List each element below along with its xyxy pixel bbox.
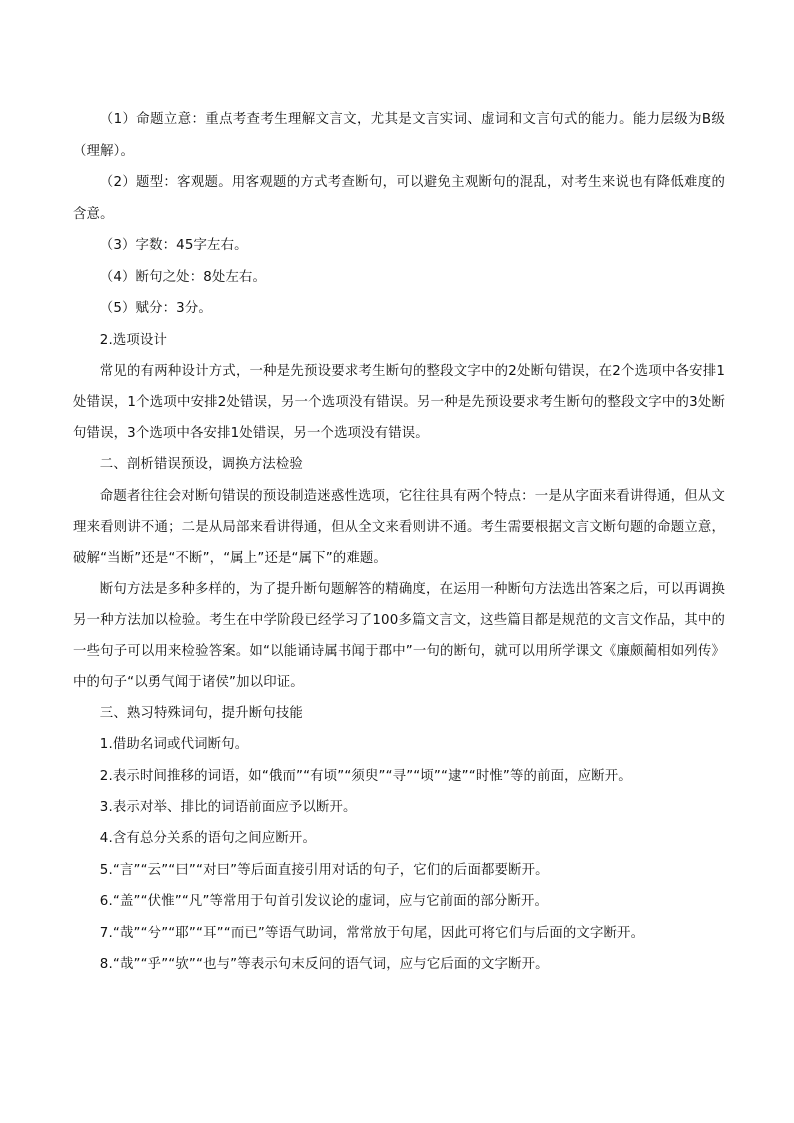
- paragraph-word-count: （3）字数：45字左右。: [99, 238, 248, 253]
- paragraph-method-check: 断句方法是多种多样的，为了提升断句题解答的精确度，在运用一种断句方法选出答案之后，可以再调换另一种方法加以检验。考生在中学阶段已经学习了100多篇文言文，这些篇目都是规范的文言文作品，其中的一些句子可以用来检验答案。如“以能诵诗属书闻于郡中”一句的断句，就可以用所学课文《廉颇蔺相如列传》中的句子“以勇气闻于诸侯”加以印证。: [73, 581, 725, 690]
- paragraph-score: （5）赋分：3分。: [99, 301, 212, 316]
- list-item-6: 6.“盖”“伏惟”“凡”等常用于句首引发议论的虚词，应与它前面的部分断开。: [99, 894, 549, 909]
- list-item-5: 5.“言”“云”“曰”“对曰”等后面直接引用对话的句子，它们的后面都要断开。: [99, 862, 549, 878]
- paragraph-question-type: （2）题型：客观题。用客观题的方式考查断句，可以避免主观断句的混乱，对考生来说也有降低难度的含意。: [73, 175, 725, 222]
- section-heading-error-analysis: 二、剖析错误预设，调换方法检验: [99, 457, 303, 472]
- list-item-7: 7.“哉”“兮”“耶”“耳”“而已”等语气助词，常常放于句尾，因此可将它们与后面的文字断开。: [99, 925, 645, 941]
- document-body: [73, 104, 725, 981]
- list-item-8: 8.“哉”“乎”“欤”“也与”等表示句末反问的语气词，应与它后面的文字断开。: [99, 957, 549, 972]
- section-heading-option-design: 2.选项设计: [99, 332, 168, 348]
- paragraph-break-points: （4）断句之处：8处左右。: [99, 269, 267, 285]
- list-item-4: 4.含有总分关系的语句之间应断开。: [99, 831, 316, 846]
- paragraph-error-analysis: 命题者往往会对断句错误的预设制造迷惑性选项，它往往具有两个特点：一是从字面来看讲得通，但从文理来看则讲不通；二是从局部来看讲得通，但从全文来看则讲不通。考生需要根据文言文断句题的命题立意，破解“当断”还是“不断”，“属上”还是“属下”的难题。: [73, 488, 725, 566]
- list-item-3: 3.表示对举、排比的词语前面应予以断开。: [99, 799, 357, 815]
- paragraph-option-design: 常见的有两种设计方式，一种是先预设要求考生断句的整段文字中的2处断句错误，在2个选项中各安排1处错误，1个选项中安排2处错误，另一个选项没有错误。另一种是先预设要求考生断句的整段文字中的3处断句错误，3个选项中各安排1处错误，另一个选项没有错误。: [73, 364, 725, 441]
- list-item-1: 1.借助名词或代词断句。: [99, 737, 249, 752]
- list-item-2: 2.表示时间推移的词语，如“俄而”“有顷”“须臾”“寻”“顷”“逮”“时惟”等的前面，应断开。: [99, 768, 632, 784]
- section-heading-special-words: 三、熟习特殊词句，提升断句技能: [99, 705, 303, 721]
- paragraph-intent: （1）命题立意：重点考查考生理解文言文，尤其是文言实词、虚词和文言句式的能力。能力层级为B级（理解）。: [73, 112, 725, 159]
